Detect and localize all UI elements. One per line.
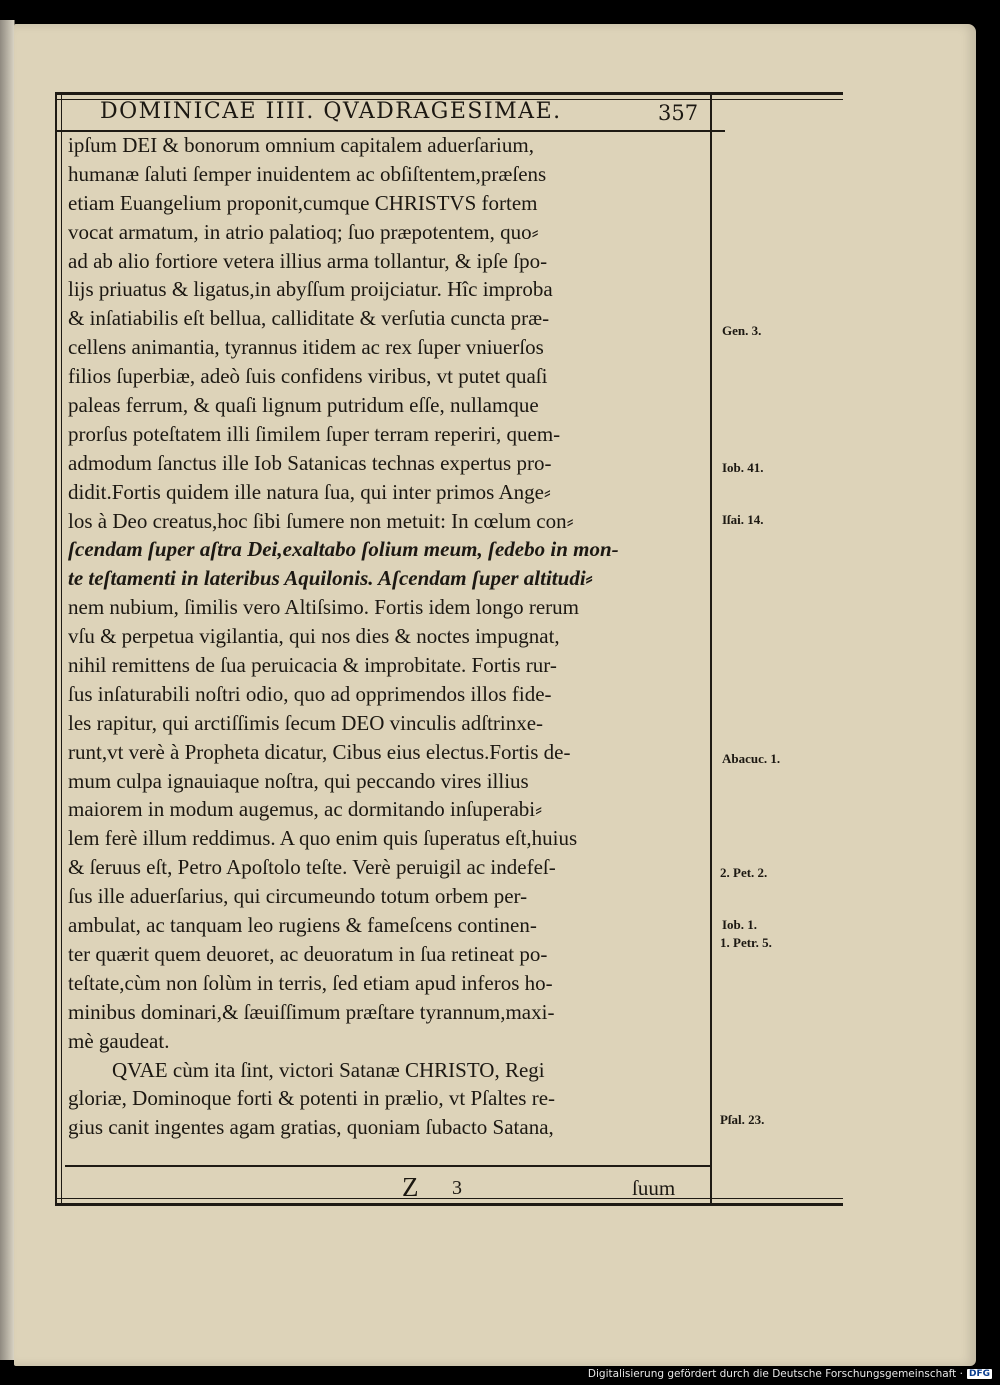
text-line: ambulat, ac tanquam leo rugiens & fameſcens continen- — [68, 913, 537, 938]
text-line: vocat armatum, in atrio palatioq; ſuo præpotentem, quo⸗ — [68, 219, 539, 244]
text-line: ſus inſaturabili noſtri odio, quo ad opprimendos illos fide- — [68, 681, 552, 706]
frame-left-rule — [55, 92, 62, 1206]
credit-text: Digitalisierung gefördert durch die Deutsche Forschungsgemeinschaft · — [587, 1368, 963, 1380]
text-line: lem ferè illum reddimus. A quo enim quis ſuperatus eſt,huius — [68, 826, 578, 851]
text-line: minibus dominari,& ſæuiſſimum præſtare tyrannum,maxi- — [68, 999, 555, 1024]
signature-mark: Z — [402, 1172, 419, 1202]
margin-note: Gen. 3. — [722, 323, 762, 338]
margin-note: Pſal. 23. — [720, 1112, 765, 1127]
text-line-quotation: ſcendam ſuper aſtra Dei,exaltabo ſolium meum, ſedebo in mon- — [68, 537, 619, 562]
margin-note: Iob. 1. — [722, 917, 758, 932]
text-line: didit.Fortis quidem ille natura ſua, qui inter primos Ange⸗ — [68, 479, 551, 504]
text-line: runt,vt verè à Propheta dicatur, Cibus eius electus.Fortis de- — [68, 739, 571, 764]
text-line: humanæ ſaluti ſemper inuidentem ac obſiſtentem,præſens — [68, 161, 547, 186]
text-line: vſu & perpetua vigilantia, qui nos dies & noctes impugnat, — [68, 624, 560, 649]
text-line: maiorem in modum augemus, ac dormitando inſuperabi⸗ — [68, 797, 543, 822]
text-line: ad ab alio fortiore vetera illius arma tollantur, & ipſe ſpo- — [68, 248, 548, 273]
frame-bottom-rule — [55, 1198, 843, 1206]
text-line: ipſum DEI & bonorum omnium capitalem aduerſarium, — [68, 133, 534, 157]
text-line: & inſatiabilis eſt bellua, calliditate & verſutia cuncta præ- — [68, 306, 550, 331]
body-text — [68, 131, 708, 1142]
text-line: etiam Euangelium proponit,cumque CHRISTVS fortem — [68, 190, 538, 215]
text-line: gius canit ingentes agam gratias, quoniam ſubacto Satana, — [68, 1115, 554, 1140]
running-head: DOMINICAE IIII. QVADRAGESIMAE. — [100, 99, 562, 124]
text-line: nem nubium, ſimilis vero Altiſsimo. Fortis idem longo rerum — [68, 595, 579, 620]
margin-note: Iſai. 14. — [722, 512, 764, 527]
frame-right-rule — [710, 92, 712, 1206]
margin-note: Iob. 41. — [722, 460, 764, 475]
page-number: 357 — [658, 101, 699, 125]
margin-note: 1. Petr. 5. — [720, 935, 772, 950]
text-line: los à Deo creatus,hoc ſibi ſumere non metuit: In cœlum con⸗ — [68, 508, 574, 533]
digitization-credit — [588, 1365, 992, 1383]
text-line: les rapitur, qui arctiſſimis ſecum DEO vinculis adſtrinxe- — [68, 710, 544, 735]
text-line: ſus ille aduerſarius, qui circumeundo totum orbem per- — [68, 884, 528, 909]
text-line: & ſeruus eſt, Petro Apoſtolo teſte. Verè peruigil ac indefeſ- — [68, 855, 556, 880]
text-line: gloriæ, Dominoque forti & potenti in prælio, vt Pſaltes re- — [68, 1086, 556, 1111]
text-line: ter quærit quem deuoret, ac deuoratum in ſua retineat po- — [68, 941, 548, 966]
text-line: lijs priuatus & ligatus,in abyſſum proijciatur. Hîc improba — [68, 277, 553, 302]
text-line: cellens animantia, tyrannus itidem ac rex ſuper vniuerſos — [68, 335, 544, 360]
previous-page-edge — [0, 20, 15, 1360]
text-line: prorſus poteſtatem illi ſimilem ſuper terram reperiri, quem- — [68, 421, 561, 446]
text-line: mum culpa ignauiaque noſtra, qui peccando vires illius — [68, 768, 529, 793]
text-line: paleas ferrum, & quaſi lignum putridum eſſe, nullamque — [68, 393, 539, 418]
text-line: teſtate,cùm non ſolùm in terris, ſed etiam apud inferos ho- — [68, 970, 553, 995]
margin-note: 2. Pet. 2. — [720, 865, 768, 880]
text-line: admodum ſanctus ille Iob Satanicas technas expertus pro- — [68, 450, 552, 475]
text-line: mè gaudeat. — [68, 1028, 170, 1053]
signature-number: 3 — [452, 1177, 462, 1199]
text-line: QVAE cùm ita ſint, victori Satanæ CHRISTO, Regi — [112, 1057, 545, 1082]
dfg-logo: DFG — [968, 1369, 990, 1379]
text-bottom-rule — [65, 1165, 710, 1167]
margin-note: Abacuc. 1. — [722, 751, 781, 766]
text-line-quotation: te teſtamenti in lateribus Aquilonis. Aſcendam ſuper altitudi⸗ — [68, 566, 593, 591]
catchword: ſuum — [632, 1176, 676, 1200]
text-line: nihil remittens de ſua peruicacia & improbitate. Fortis rur- — [68, 653, 557, 678]
text-line: filios ſuperbiæ, adeò ſuis confidens viribus, vt putet quaſi — [68, 364, 548, 389]
